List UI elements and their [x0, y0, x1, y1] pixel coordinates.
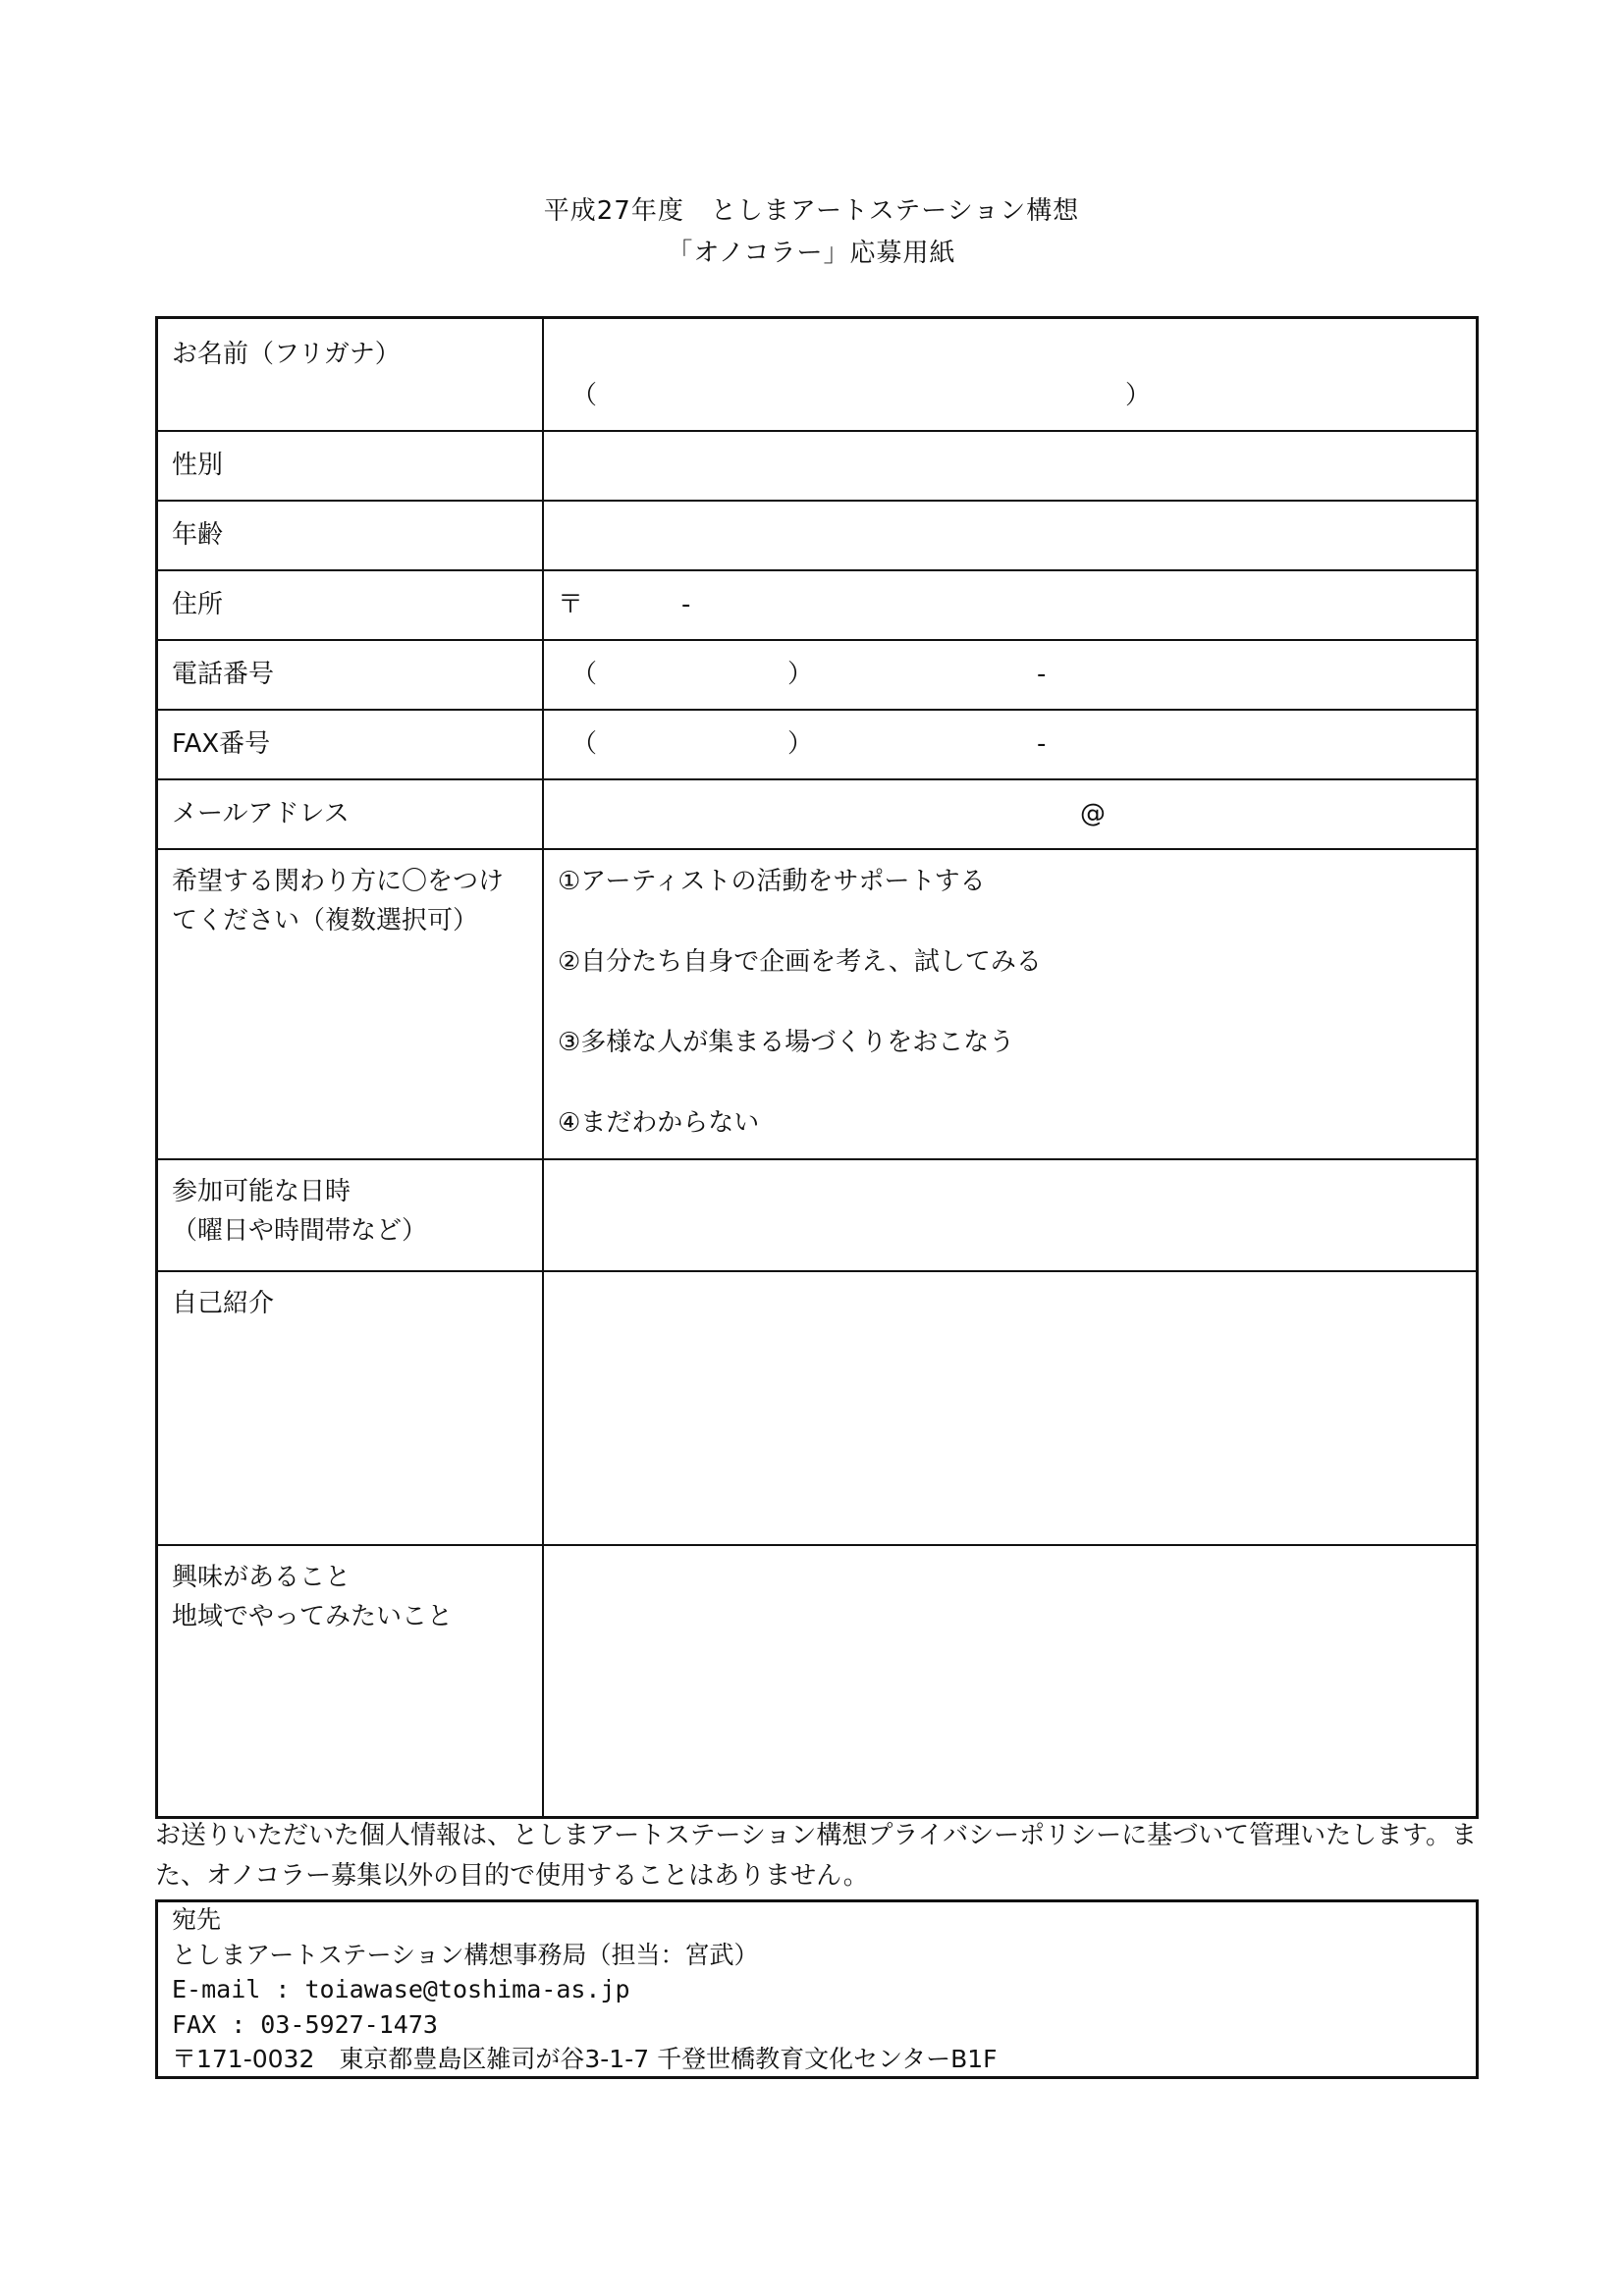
age-field[interactable] [544, 502, 1476, 569]
address-label: 住所 [158, 571, 544, 639]
interests-label-line1: 興味があること [172, 1563, 352, 1592]
application-form-table [155, 316, 1479, 1819]
availability-label-line2: （曜日や時間帯など） [172, 1216, 428, 1246]
row-address [158, 569, 1476, 639]
phone-open-paren: （ [571, 660, 598, 689]
form-title-line1: 平成27年度 としまアートステーション構想 [543, 196, 1080, 226]
age-label: 年齢 [158, 502, 544, 569]
involvement-options [544, 850, 1476, 1158]
row-email [158, 778, 1476, 848]
availability-field[interactable] [544, 1160, 1476, 1270]
contact-address: 〒171-0032 東京都豊島区雑司が谷3-1-7 千登世橋教育文化センターB1F [172, 2045, 998, 2073]
fax-close-paren: ） [787, 729, 814, 759]
row-involvement [158, 848, 1476, 1158]
contact-fax: FAX : 03-5927-1473 [172, 2009, 438, 2039]
phone-field[interactable] [544, 641, 1476, 709]
involvement-label: 希望する関わり方に〇をつけてください（複数選択可） [158, 850, 544, 1158]
row-phone [158, 639, 1476, 709]
row-fax [158, 709, 1476, 778]
row-availability [158, 1158, 1476, 1270]
interests-label [158, 1546, 544, 1816]
privacy-notice: お送りいただいた個人情報は、としまアートステーション構想プライバシーポリシーに基づいて管理いたします。また、オノコラー募集以外の目的で使用することはありません。 [155, 1821, 1478, 1891]
furigana-close-paren: ） [1125, 381, 1152, 410]
self-intro-field[interactable] [544, 1272, 1476, 1544]
contact-heading: 宛先 [172, 1905, 222, 1934]
row-name [158, 319, 1476, 430]
email-field[interactable] [544, 780, 1476, 848]
interests-label-line2: 地域でやってみたいこと [172, 1602, 454, 1631]
name-label: お名前（フリガナ） [158, 319, 544, 430]
availability-label-line1: 参加可能な日時 [172, 1177, 352, 1206]
contact-box [155, 1899, 1479, 2079]
furigana-open-paren: （ [571, 381, 598, 410]
phone-close-paren: ） [787, 660, 814, 689]
postal-dash: - [681, 590, 691, 619]
involvement-option-3[interactable]: ③多様な人が集まる場づくりをおこなう [558, 1028, 1015, 1057]
address-field[interactable] [544, 571, 1476, 639]
interests-field[interactable] [544, 1546, 1476, 1816]
email-label: メールアドレス [158, 780, 544, 848]
gender-field[interactable] [544, 432, 1476, 500]
form-title-line2: 「オノコラー」応募用紙 [667, 239, 956, 268]
row-gender [158, 430, 1476, 500]
involvement-option-2[interactable]: ②自分たち自身で企画を考え、試してみる [558, 947, 1042, 977]
availability-label [158, 1160, 544, 1270]
row-interests [158, 1544, 1476, 1816]
involvement-option-4[interactable]: ④まだわからない [558, 1108, 760, 1138]
name-field[interactable] [544, 319, 1476, 430]
email-at-sign: @ [1080, 799, 1106, 828]
row-self-intro [158, 1270, 1476, 1544]
self-intro-label: 自己紹介 [158, 1272, 544, 1544]
fax-open-paren: （ [571, 729, 598, 759]
fax-field[interactable] [544, 711, 1476, 778]
phone-dash: - [1037, 660, 1047, 689]
contact-email: E-mail : toiawase@toshima-as.jp [172, 1975, 630, 2003]
contact-office: としまアートステーション構想事務局（担当：宮武） [172, 1940, 759, 1969]
gender-label: 性別 [158, 432, 544, 500]
fax-dash: - [1037, 729, 1047, 759]
row-age [158, 500, 1476, 569]
postal-mark: 〒 [558, 590, 584, 619]
involvement-option-1[interactable]: ①アーティストの活動をサポートする [558, 867, 986, 896]
phone-label: 電話番号 [158, 641, 544, 709]
fax-label: FAX番号 [158, 711, 544, 778]
